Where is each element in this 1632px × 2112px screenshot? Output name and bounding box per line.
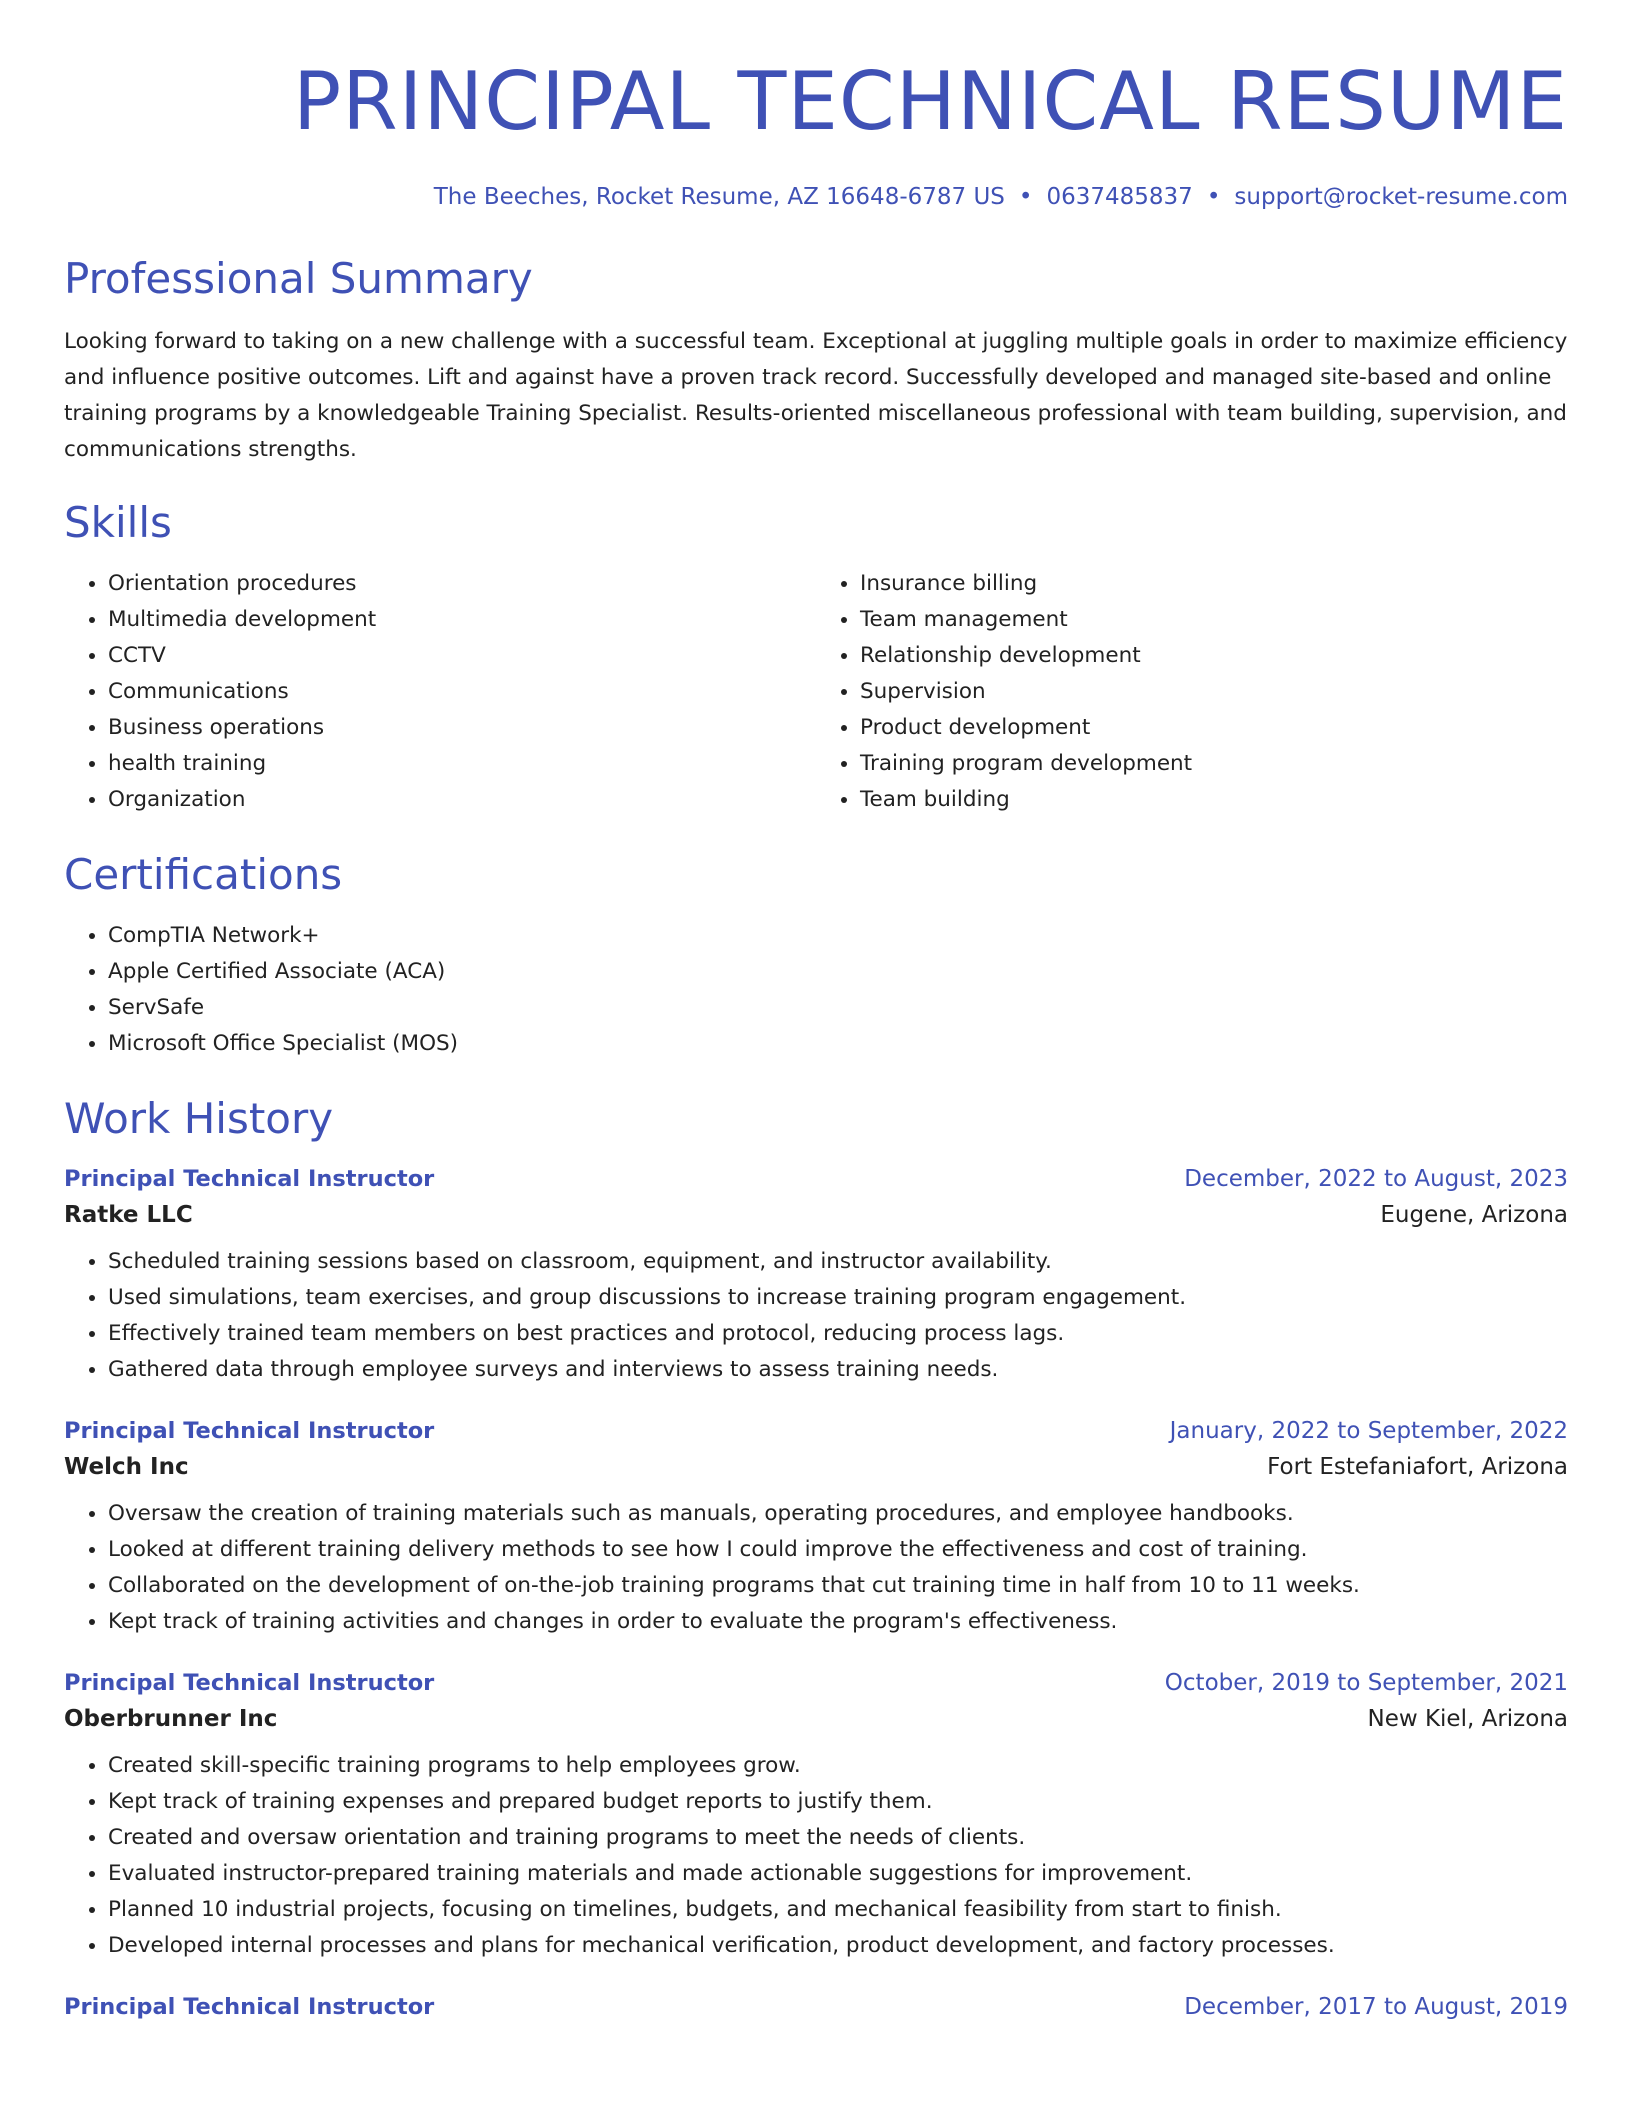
contact-email: support@rocket-resume.com — [1234, 184, 1568, 210]
job-bullet: • Looked at different training delivery methods to see how I could improve the effectiveness and cost of training. — [108, 1532, 1568, 1568]
skill-item: • Insurance billing — [860, 566, 1568, 602]
certifications-list — [64, 918, 1568, 1062]
certification-item: • ServSafe — [108, 990, 1568, 1026]
skill-item: • Team building — [860, 782, 1568, 818]
skill-item: • Multimedia development — [108, 602, 816, 638]
job-bullet: • Planned 10 industrial projects, focusing on timelines, budgets, and mechanical feasibility from start to finish. — [108, 1892, 1568, 1928]
job-dates: December, 2017 to August, 2019 — [1184, 1994, 1568, 2020]
job-bullet: • Developed internal processes and plans for mechanical verification, product development, and factory processes. — [108, 1928, 1568, 1964]
job-bullets — [64, 1496, 1568, 1640]
job-bullet: • Evaluated instructor-prepared training materials and made actionable suggestions for improvement. — [108, 1856, 1568, 1892]
skill-item: • health training — [108, 746, 816, 782]
certification-item: • Microsoft Office Specialist (MOS) — [108, 1026, 1568, 1062]
contact-line — [64, 184, 1568, 210]
skill-item: • Team management — [860, 602, 1568, 638]
job-bullets — [64, 1748, 1568, 1964]
job-bullet: • Gathered data through employee surveys and interviews to assess training needs. — [108, 1352, 1568, 1388]
job-entry — [64, 1670, 1568, 1964]
resume-page — [64, 0, 1568, 2020]
job-title: Principal Technical Instructor — [64, 1670, 435, 1696]
skill-item: • Communications — [108, 674, 816, 710]
job-dates: October, 2019 to September, 2021 — [1164, 1670, 1568, 1696]
contact-address: The Beeches, Rocket Resume, AZ 16648-6787 US — [433, 184, 1005, 210]
skills-columns — [64, 566, 1568, 818]
job-company: Ratke LLC — [64, 1202, 193, 1228]
job-entry — [64, 1166, 1568, 1388]
job-entry — [64, 1994, 1568, 2020]
certification-item: • CompTIA Network+ — [108, 918, 1568, 954]
job-bullet: • Created skill-specific training programs to help employees grow. — [108, 1748, 1568, 1784]
contact-phone: 0637485837 — [1046, 184, 1193, 210]
job-bullet: • Scheduled training sessions based on classroom, equipment, and instructor availability. — [108, 1244, 1568, 1280]
skills-list-left — [64, 566, 816, 818]
skills-list-right — [816, 566, 1568, 818]
job-title: Principal Technical Instructor — [64, 1418, 435, 1444]
job-bullet: • Kept track of training expenses and prepared budget reports to justify them. — [108, 1784, 1568, 1820]
skill-item: • Relationship development — [860, 638, 1568, 674]
job-bullet: • Created and oversaw orientation and training programs to meet the needs of clients. — [108, 1820, 1568, 1856]
job-title: Principal Technical Instructor — [64, 1166, 435, 1192]
work-history-heading: Work History — [64, 1094, 334, 1143]
skill-item: • Orientation procedures — [108, 566, 816, 602]
skill-item: • Organization — [108, 782, 816, 818]
job-dates: December, 2022 to August, 2023 — [1184, 1166, 1568, 1192]
job-header — [64, 1994, 1568, 2020]
contact-separator: • — [1018, 184, 1033, 210]
resume-name: PRINCIPAL TECHNICAL RESUME — [292, 55, 1568, 148]
job-bullet: • Effectively trained team members on best practices and protocol, reducing process lags. — [108, 1316, 1568, 1352]
job-dates: January, 2022 to September, 2022 — [1169, 1418, 1568, 1444]
job-location: New Kiel, Arizona — [1367, 1706, 1568, 1732]
job-subheader — [64, 1454, 1568, 1480]
job-header — [64, 1670, 1568, 1696]
skill-item: • Training program development — [860, 746, 1568, 782]
skill-item: • Business operations — [108, 710, 816, 746]
job-bullet: • Collaborated on the development of on-the-job training programs that cut training time in half from 10 to 11 weeks. — [108, 1568, 1568, 1604]
contact-separator: • — [1206, 184, 1221, 210]
skill-item: • CCTV — [108, 638, 816, 674]
job-subheader — [64, 1202, 1568, 1228]
summary-text: Looking forward to taking on a new challenge with a successful team. Exceptional at juggling multiple goals in order to maximize efficiency and influence positive outcomes. Lift and against have a proven track record. Successfully developed and managed site-based and online training programs by a knowledgeable Training Specialist. Results-oriented miscellaneous professional with team building, supervision, and communications strengths. — [64, 329, 1568, 462]
job-location: Fort Estefaniafort, Arizona — [1267, 1454, 1568, 1480]
job-entry — [64, 1418, 1568, 1640]
certification-item: • Apple Certified Associate (ACA) — [108, 954, 1568, 990]
certifications-heading: Certifications — [64, 850, 343, 899]
job-header — [64, 1418, 1568, 1444]
job-company: Oberbrunner Inc — [64, 1706, 278, 1732]
job-header — [64, 1166, 1568, 1192]
skill-item: • Supervision — [860, 674, 1568, 710]
skill-item: • Product development — [860, 710, 1568, 746]
skills-heading: Skills — [64, 498, 172, 547]
job-bullet: • Oversaw the creation of training materials such as manuals, operating procedures, and employee handbooks. — [108, 1496, 1568, 1532]
job-title: Principal Technical Instructor — [64, 1994, 435, 2020]
job-bullet: • Kept track of training activities and changes in order to evaluate the program's effectiveness. — [108, 1604, 1568, 1640]
job-location: Eugene, Arizona — [1380, 1202, 1568, 1228]
job-subheader — [64, 1706, 1568, 1732]
job-bullets — [64, 1244, 1568, 1388]
job-bullet: • Used simulations, team exercises, and group discussions to increase training program engagement. — [108, 1280, 1568, 1316]
summary-heading: Professional Summary — [64, 254, 533, 303]
job-company: Welch Inc — [64, 1454, 189, 1480]
